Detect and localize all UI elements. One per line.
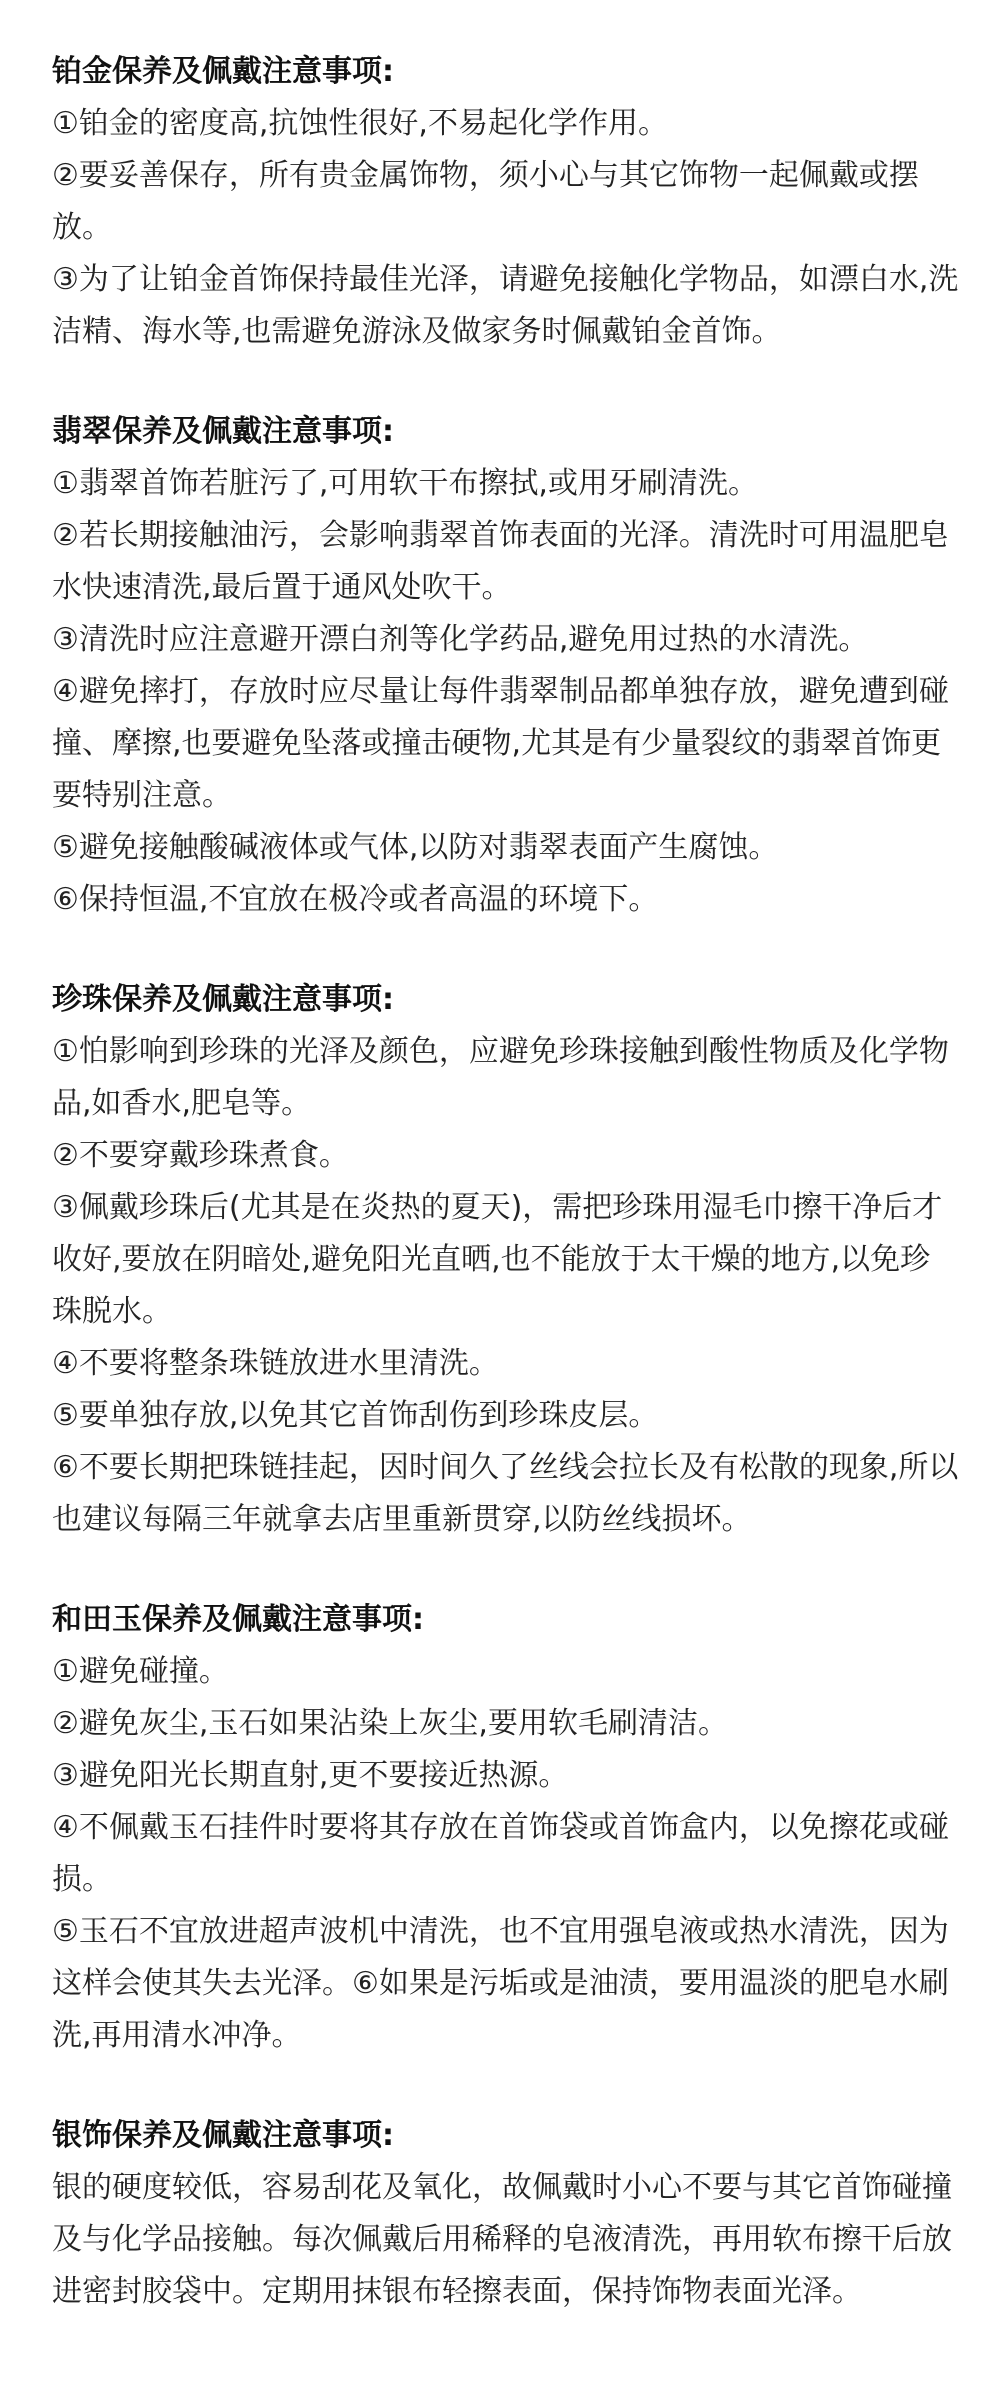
paragraph: ⑥不要长期把珠链挂起，因时间久了丝线会拉长及有松散的现象,所以也建议每隔三年就拿去店里重新贯穿,以防丝线损坏。	[52, 1450, 959, 1537]
paragraph: ③为了让铂金首饰保持最佳光泽，请避免接触化学物品，如漂白水,洗洁精、海水等,也需避免游泳及做家务时佩戴铂金首饰。	[52, 262, 959, 349]
paragraph: ②避免灰尘,玉石如果沾染上灰尘,要用软毛刷清洁。	[52, 1706, 728, 1741]
section-pearl	[52, 974, 960, 1546]
paragraph: ①避免碰撞。	[52, 1654, 229, 1689]
paragraph: 银的硬度较低，容易刮花及氧化，故佩戴时小心不要与其它首饰碰撞及与化学品接触。每次佩戴后用稀释的皂液清洗，再用软布擦干后放进密封胶袋中。定期用抹银布轻擦表面，保持饰物表面光泽。	[52, 2170, 952, 2309]
paragraph: ②不要穿戴珍珠煮食。	[52, 1138, 349, 1173]
section-hetian-jade	[52, 1594, 960, 2062]
paragraph: ②若长期接触油污，会影响翡翠首饰表面的光泽。清洗时可用温肥皂水快速清洗,最后置于通风处吹干。	[52, 518, 949, 605]
paragraph: ④不佩戴玉石挂件时要将其存放在首饰袋或首饰盒内，以免擦花或碰损。	[52, 1810, 949, 1897]
paragraph: ⑤要单独存放,以免其它首饰刮伤到珍珠皮层。	[52, 1398, 659, 1433]
section-title: 铂金保养及佩戴注意事项:	[52, 54, 394, 89]
section-silver	[52, 2110, 960, 2318]
paragraph: ⑤玉石不宜放进超声波机中清洗，也不宜用强皂液或热水清洗，因为这样会使其失去光泽。⑥如果是污垢或是油渍，要用温淡的肥皂水刷洗,再用清水冲净。	[52, 1914, 949, 2053]
section-platinum	[52, 46, 960, 358]
paragraph: ①怕影响到珍珠的光泽及颜色，应避免珍珠接触到酸性物质及化学物品,如香水,肥皂等。	[52, 1034, 949, 1121]
section-jadeite	[52, 406, 960, 926]
paragraph: ②要妥善保存，所有贵金属饰物，须小心与其它饰物一起佩戴或摆放。	[52, 158, 919, 245]
paragraph: ③佩戴珍珠后(尤其是在炎热的夏天)，需把珍珠用湿毛巾擦干净后才收好,要放在阴暗处,避免阳光直晒,也不能放于太干燥的地方,以免珍珠脱水。	[52, 1190, 943, 1329]
section-title: 珍珠保养及佩戴注意事项:	[52, 982, 394, 1017]
paragraph: ①翡翠首饰若脏污了,可用软干布擦拭,或用牙刷清洗。	[52, 466, 758, 501]
paragraph: ④避免摔打，存放时应尽量让每件翡翠制品都单独存放，避免遭到碰撞、摩擦,也要避免坠落或撞击硬物,尤其是有少量裂纹的翡翠首饰更要特别注意。	[52, 674, 949, 813]
paragraph: ①铂金的密度高,抗蚀性很好,不易起化学作用。	[52, 106, 668, 141]
section-title: 和田玉保养及佩戴注意事项:	[52, 1602, 424, 1637]
paragraph: ④不要将整条珠链放进水里清洗。	[52, 1346, 499, 1381]
paragraph: ⑥保持恒温,不宜放在极冷或者高温的环境下。	[52, 882, 659, 917]
paragraph: ③避免阳光长期直射,更不要接近热源。	[52, 1758, 569, 1793]
section-title: 银饰保养及佩戴注意事项:	[52, 2118, 394, 2153]
section-title: 翡翠保养及佩戴注意事项:	[52, 414, 394, 449]
paragraph: ⑤避免接触酸碱液体或气体,以防对翡翠表面产生腐蚀。	[52, 830, 779, 865]
paragraph: ③清洗时应注意避开漂白剂等化学药品,避免用过热的水清洗。	[52, 622, 869, 657]
